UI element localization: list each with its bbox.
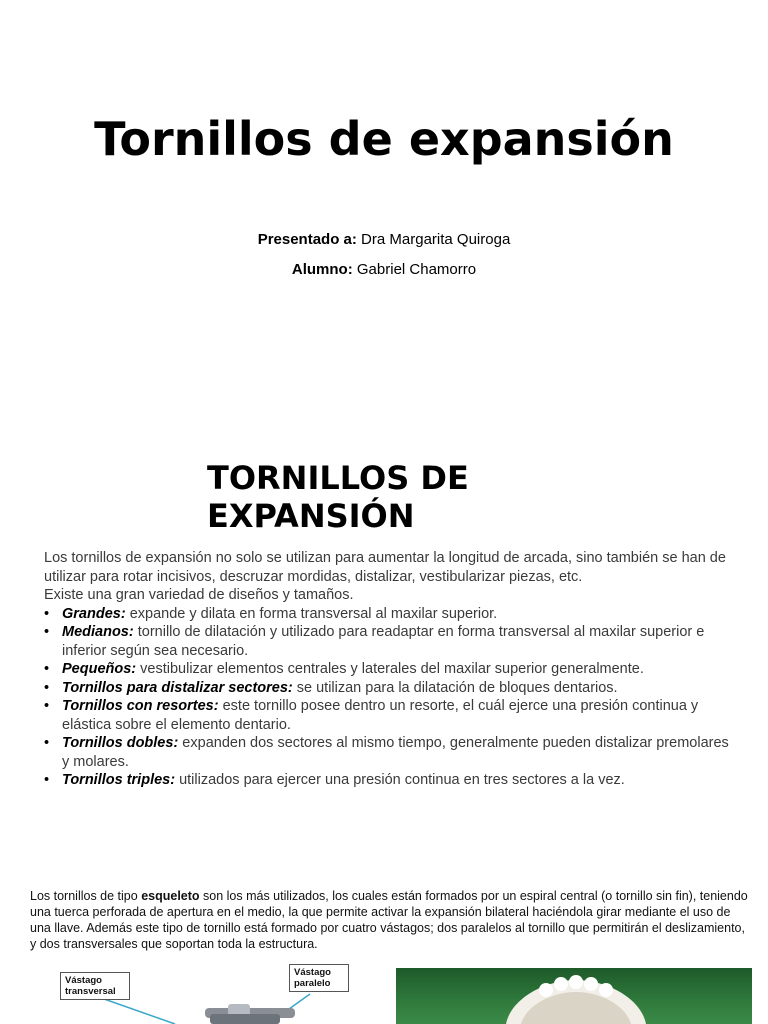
label-vastago-transversal: Vástago transversal (60, 972, 130, 1000)
paragraph-text-start: Los tornillos de tipo (30, 889, 142, 903)
presentado-value: Dra Margarita Quiroga (356, 231, 511, 248)
dental-cast-photo (396, 968, 752, 1024)
list-item (44, 734, 734, 771)
list-item-text: expande y dilata en forma transversal al maxilar superior. (125, 605, 498, 622)
title-slide-heading: Tornillos de expansión (94, 112, 674, 166)
list-item-term: Tornillos para distalizar sectores: (62, 679, 293, 696)
paragraph-text-end: son los más utilizados, los cuales están formados por un espiral central (o tornillo sin fin), teniendo una tuerca perforada de apertura en el medio, la que permite activar la expansión bilateral haciéndola girar mediante el uso de una llave. Además este tipo de tornillo está formado por cuatro vástagos; dos paralelos al tornillo que permitirán el deslizamiento, y dos transversales que soportan toda la estructura. (30, 889, 748, 951)
alumno-label: Alumno: (291, 261, 353, 278)
list-item-text: tornillo de dilatación y utilizado para readaptar en forma transversal al maxilar superior e inferior según sea necesario. (62, 624, 705, 659)
list-item-text: expanden dos sectores al mismo tiempo, generalmente pueden distalizar premolares y molares. (62, 735, 729, 770)
intro-paragraph: Los tornillos de expansión no solo se utilizan para aumentar la longitud de arcada, sino también se han de utilizar para rotar incisivos, descruzar mordidas, distalizar, vestibularizar piezas, etc. (44, 550, 726, 585)
list-item (44, 679, 734, 698)
label-vastago-paralelo: Vástago paralelo (289, 964, 349, 992)
skeleton-screw-paragraph (30, 888, 752, 952)
tooth (584, 977, 598, 991)
list-item-term: Pequeños: (62, 661, 137, 677)
list-item (44, 660, 734, 679)
list-item-term: Tornillos con resortes: (62, 698, 219, 714)
alumno-line (0, 261, 768, 278)
list-item (44, 623, 734, 660)
list-item (44, 697, 734, 734)
tooth (554, 977, 568, 991)
list-item-text: utilizados para ejercer una presión continua en tres sectores a la vez. (175, 772, 625, 788)
paragraph-bold-term: esqueleto (141, 889, 200, 903)
list-item-term: Tornillos dobles: (62, 735, 179, 751)
list-item-term: Tornillos triples: (62, 772, 176, 788)
tooth (569, 975, 583, 989)
list-item-text: se utilizan para la dilatación de bloques dentarios. (292, 679, 618, 696)
screw-type-list (44, 605, 734, 790)
section-body (44, 549, 734, 790)
list-item-text: vestibulizar elementos centrales y laterales del maxilar superior generalmente. (136, 661, 644, 677)
list-item-term: Medianos: (62, 624, 134, 640)
tooth (599, 983, 613, 997)
list-item-text: este tornillo posee dentro un resorte, el cuál ejerce una presión continua y elástica sobre el elemento dentario. (62, 698, 699, 733)
alumno-value: Gabriel Chamorro (352, 261, 477, 278)
list-item-term: Grandes: (62, 605, 126, 622)
presentado-label: Presentado a: (257, 231, 357, 248)
list-item (44, 771, 734, 790)
tooth (539, 983, 553, 997)
presentado-line (0, 231, 768, 248)
list-item (44, 605, 734, 624)
screw-body (210, 1014, 280, 1024)
intro-variety: Existe una gran variedad de diseños y tamaños. (44, 587, 354, 603)
dental-cast-illustration (396, 968, 752, 1024)
section-heading: TORNILLOS DE EXPANSIÓN (207, 459, 469, 535)
